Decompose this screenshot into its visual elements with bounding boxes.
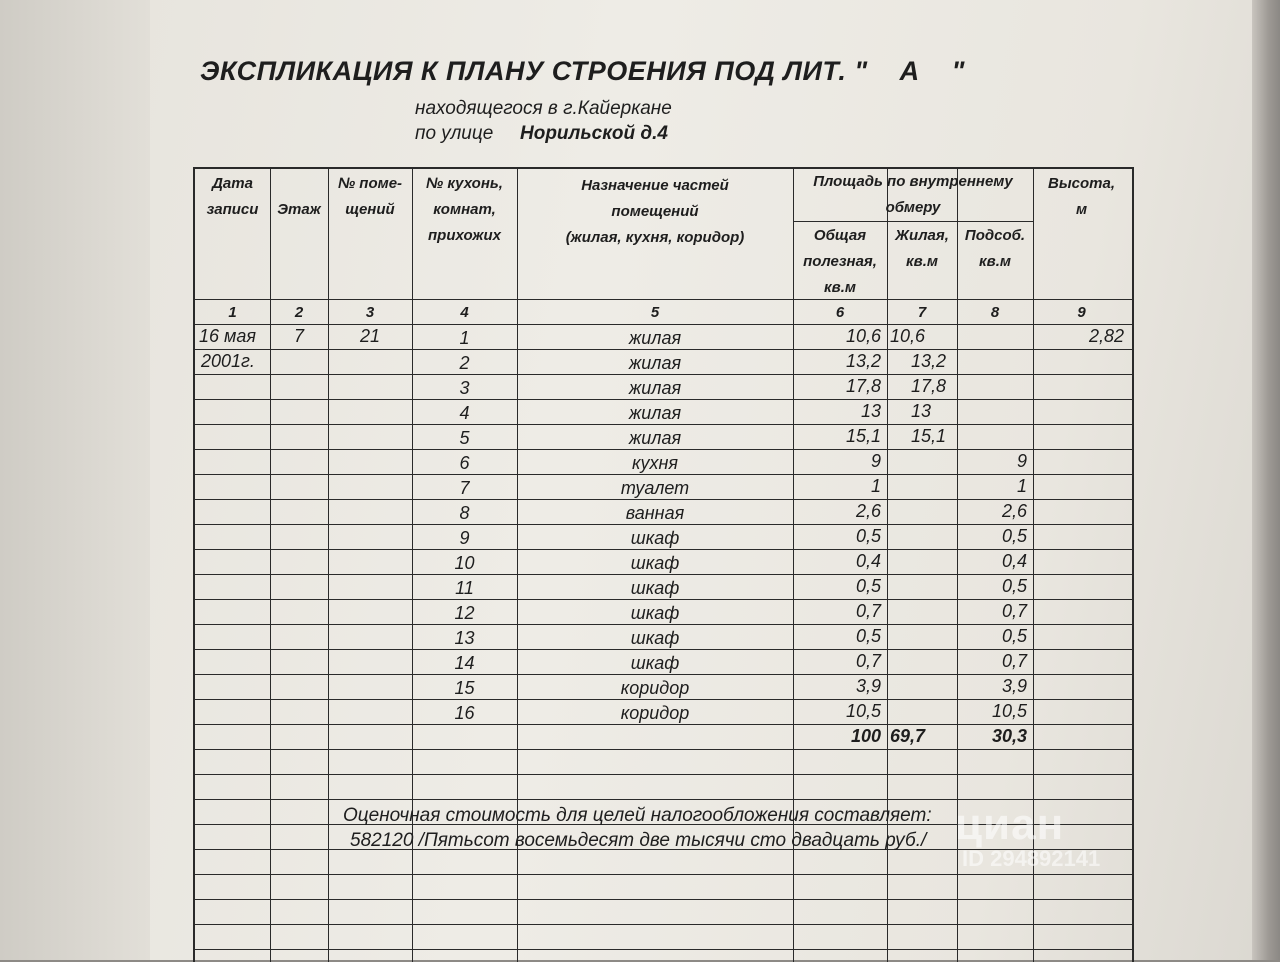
room-total-area: 13 [860,401,881,421]
room-aux-area: 9 [1016,451,1027,471]
location-line: находящегося в г.Кайеркане [415,98,672,119]
row-line [195,874,1132,875]
area-group-line [793,221,1033,222]
tax-value-amount: 582120 /Пятьсот восемьдесят две тысячи сто двадцать руб./ [350,830,927,851]
header-premises: № поме- щений [337,175,403,218]
room-total-area: 0,4 [855,551,881,571]
header-purpose: Назначение частей помещений (жилая, кухня, коридор) [565,177,745,246]
row-line [195,774,1132,775]
room-living-area: 10,6 [890,326,926,346]
column-number: 1 [228,304,237,321]
total-area: 100 [850,726,881,746]
room-number: 3 [459,378,470,398]
cian-watermark-logo: циан [955,800,1065,849]
room-aux-area: 0,4 [1001,551,1027,571]
column-number: 4 [460,304,469,321]
room-purpose: шкаф [630,528,680,548]
room-number: 15 [454,678,475,698]
header-area-group: Площадь по внутреннему обмеру [813,173,1013,216]
room-total-area: 0,5 [855,626,881,646]
column-number: 7 [917,304,927,321]
room-living-area: 13 [911,401,932,421]
col-line [270,169,271,962]
record-premises: 21 [359,326,381,346]
room-aux-area: 10,5 [991,701,1027,721]
room-number: 2 [459,353,470,373]
room-total-area: 0,7 [855,601,881,621]
header-line [195,299,1132,300]
room-aux-area: 2,6 [1001,501,1027,521]
room-purpose: коридор [620,678,690,698]
room-aux-area: 0,5 [1001,526,1027,546]
row-line [195,899,1132,900]
cian-watermark-id: ID 294892141 [962,846,1101,871]
header-date: Дата записи [206,175,259,218]
room-purpose: кухня [631,453,679,473]
room-aux-area: 1 [1016,476,1027,496]
header-height: Высота, м [1048,175,1115,218]
room-purpose: ванная [625,503,685,523]
room-purpose: туалет [620,478,690,498]
room-total-area: 9 [870,451,881,471]
room-purpose: шкаф [630,653,680,673]
column-number: 8 [990,304,1000,321]
header-floor: Этаж [277,201,321,218]
room-number: 13 [454,628,475,648]
column-number: 3 [365,304,375,321]
room-number: 14 [454,653,475,673]
record-date-year: 2001г. [201,351,255,371]
room-total-area: 0,5 [855,526,881,546]
room-total-area: 0,7 [855,651,881,671]
room-aux-area: 0,5 [1001,626,1027,646]
room-number: 8 [459,503,470,523]
room-total-area: 1 [870,476,881,496]
room-living-area: 15,1 [911,426,947,446]
room-number: 10 [454,553,475,573]
header-total: Общая полезная, кв.м [803,227,877,296]
room-purpose: жилая [628,353,682,373]
record-height: 2,82 [1088,326,1124,346]
total-aux: 30,3 [991,726,1027,746]
room-aux-area: 0,7 [1001,601,1027,621]
room-living-area: 17,8 [911,376,947,396]
row-line [195,924,1132,925]
record-date: 16 мая [199,326,256,346]
column-number: 6 [835,304,845,321]
room-purpose: жилая [628,428,682,448]
street-value: Норильской д.4 [520,123,668,144]
room-number: 7 [459,478,470,498]
room-total-area: 0,5 [855,576,881,596]
column-number: 5 [650,304,660,321]
room-number: 11 [455,578,474,598]
document-title: ЭКСПЛИКАЦИЯ К ПЛАНУ СТРОЕНИЯ ПОД ЛИТ. " А " [200,56,965,86]
row-line [195,749,1132,750]
room-number: 12 [454,603,475,623]
room-purpose: жилая [628,328,682,348]
total-living: 69,7 [890,726,926,746]
room-total-area: 13,2 [845,351,881,371]
room-purpose: шкаф [630,578,680,598]
room-living-area: 13,2 [911,351,947,371]
col-line [328,169,329,962]
column-number: 2 [294,304,304,321]
street-label: по улице [415,123,494,144]
tax-value-note: Оценочная стоимость для целей налогообложения составляет: [343,805,932,826]
room-purpose: шкаф [630,628,680,648]
room-aux-area: 0,7 [1001,651,1027,671]
room-number: 4 [459,403,470,423]
room-number: 6 [459,453,470,473]
room-number: 5 [459,428,470,448]
room-total-area: 2,6 [855,501,881,521]
column-number: 9 [1077,304,1086,321]
room-number: 9 [459,528,470,548]
room-aux-area: 3,9 [1001,676,1027,696]
room-purpose: жилая [628,403,682,423]
page-edge [1252,0,1280,960]
room-total-area: 17,8 [845,376,881,396]
header-aux: Подсоб. кв.м [964,227,1026,270]
room-total-area: 3,9 [855,676,881,696]
room-purpose: жилая [628,378,682,398]
header-rooms: № кухонь, комнат, прихожих [426,175,503,244]
page-shadow [0,0,150,960]
record-floor: 7 [293,326,304,346]
room-number: 16 [454,703,475,723]
room-total-area: 10,5 [845,701,881,721]
room-purpose: шкаф [630,553,680,573]
room-purpose: коридор [620,703,690,723]
header-living: Жилая, кв.м [895,227,949,270]
room-purpose: шкаф [630,603,680,623]
row-line [195,949,1132,950]
room-total-area: 10,6 [845,326,881,346]
room-number: 1 [459,328,470,348]
room-total-area: 15,1 [845,426,881,446]
room-aux-area: 0,5 [1001,576,1027,596]
